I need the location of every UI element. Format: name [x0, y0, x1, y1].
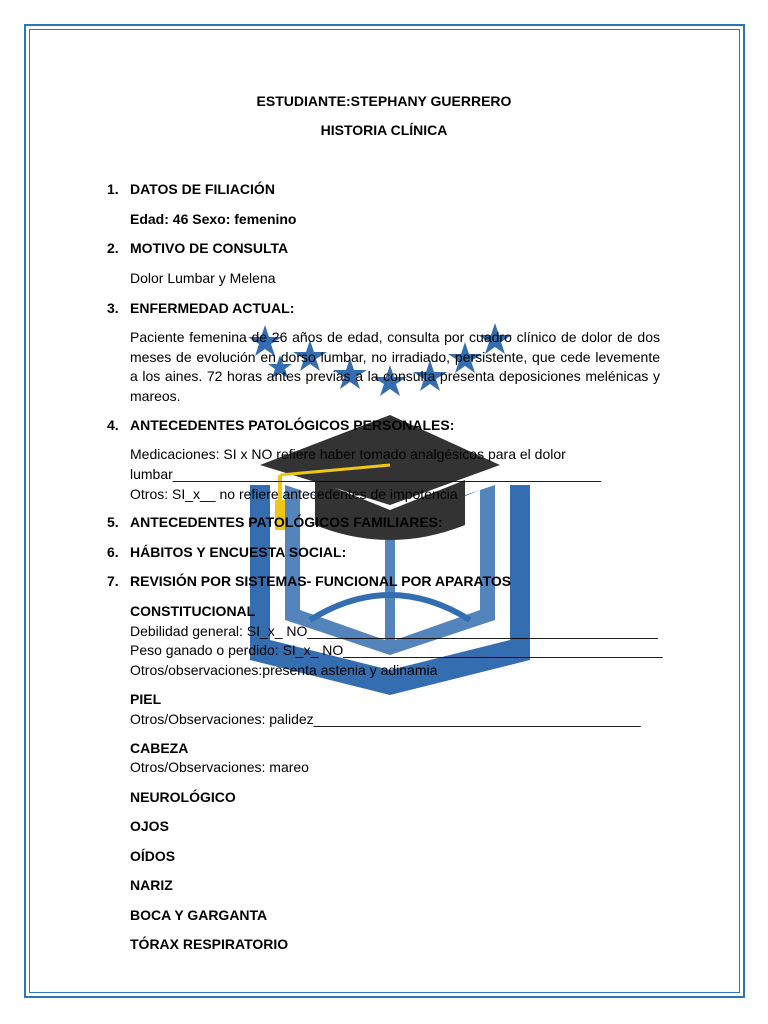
section-title-familiares: ANTECEDENTES PATOLÓGICOS FAMILIARES:	[130, 514, 443, 530]
document-title: HISTORIA CLÍNICA	[320, 122, 448, 138]
section-number: 2.	[107, 240, 119, 256]
section-title-filiacion: DATOS DE FILIACIÓN	[130, 181, 275, 197]
section-body-filiacion: Edad: 46 Sexo: femenino	[130, 211, 297, 227]
section-number: 5.	[107, 514, 119, 530]
section-title-personales: ANTECEDENTES PATOLÓGICOS PERSONALES:	[130, 417, 455, 433]
section-number: 7.	[107, 573, 119, 589]
system-title-piel: PIEL	[130, 691, 162, 707]
section-number: 3.	[107, 300, 119, 316]
section-body-motivo: Dolor Lumbar y Melena	[130, 270, 276, 286]
constitucional-peso: Peso ganado o perdido: SI_x_ NO_________________________________________	[130, 642, 663, 658]
cabeza-observaciones: Otros/Observaciones: mareo	[130, 759, 309, 775]
system-title-nariz: NARIZ	[130, 877, 173, 893]
student-name: ESTUDIANTE:STEPHANY GUERRERO	[256, 93, 512, 109]
section-title-revision: REVISIÓN POR SISTEMAS- FUNCIONAL POR APARATOS	[130, 573, 512, 589]
personales-medicaciones-cont: lumbar_______________________________________________________	[130, 466, 602, 482]
section-title-habitos: HÁBITOS Y ENCUESTA SOCIAL:	[130, 544, 347, 560]
constitucional-debilidad: Debilidad general: SI_x_ NO_____________________________________________	[130, 623, 658, 639]
system-title-boca: BOCA Y GARGANTA	[130, 907, 268, 923]
section-number: 1.	[107, 181, 119, 197]
section-body-enfermedad: Paciente femenina de 26 años de edad, consulta por cuadro clínico de dolor de dos meses de evolución en dorso lumbar, no irradiado, persistente, que cede levemente a los aines. 72 horas antes previas a la consulta presenta deposiciones melénicas y mareos.	[130, 329, 660, 404]
personales-otros: Otros: SI_x__ no refiere antecedentes de impotencia	[130, 486, 458, 502]
section-number: 4.	[107, 417, 119, 433]
system-title-cabeza: CABEZA	[130, 740, 189, 756]
system-title-oidos: OÍDOS	[130, 848, 176, 864]
section-title-motivo: MOTIVO DE CONSULTA	[130, 240, 289, 256]
system-title-constitucional: CONSTITUCIONAL	[130, 603, 256, 619]
constitucional-otros: Otros/observaciones:presenta astenia y adinamia	[130, 662, 438, 678]
section-title-enfermedad: ENFERMEDAD ACTUAL:	[130, 300, 295, 316]
piel-observaciones: Otros/Observaciones: palidez__________________________________________	[130, 711, 641, 727]
system-title-neurologico: NEUROLÓGICO	[130, 789, 236, 805]
personales-medicaciones: Medicaciones: SI x NO refiere haber tomado analgésicos para el dolor	[130, 446, 566, 462]
system-title-ojos: OJOS	[130, 818, 169, 834]
section-number: 6.	[107, 544, 119, 560]
system-title-torax: TÓRAX RESPIRATORIO	[130, 936, 289, 952]
